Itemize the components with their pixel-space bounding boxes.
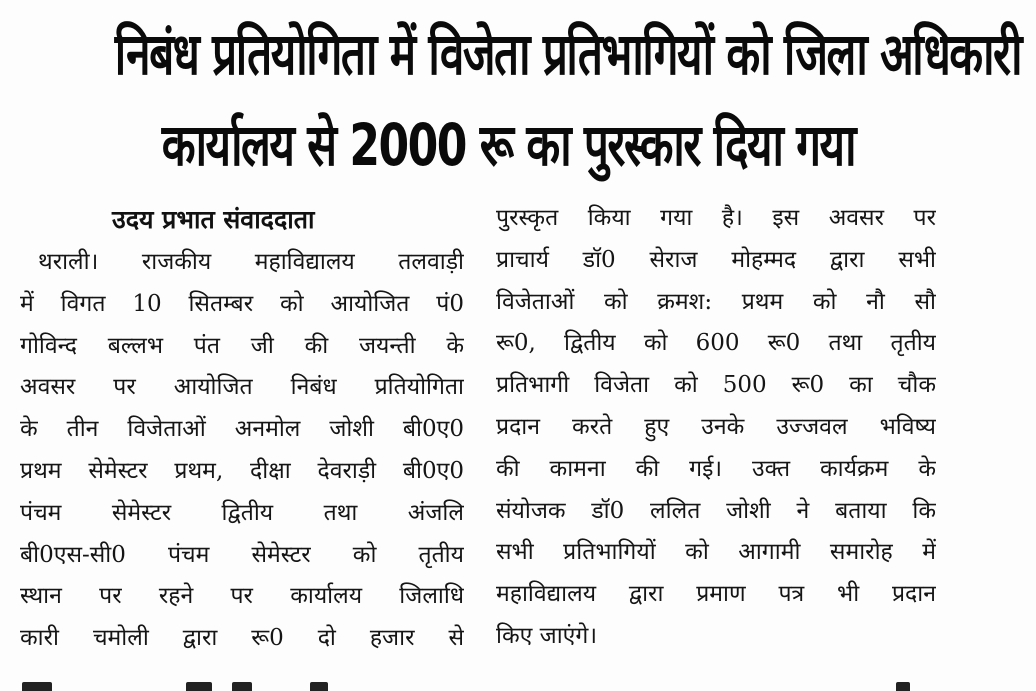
body-line: प्राचार्य डॉ0 सेराज मोहम्मद द्वारा सभी xyxy=(496,246,936,273)
body-line: कारी चमोली द्वारा रू0 दो हजार से xyxy=(20,625,464,652)
body-line: विजेताओं को क्रमश: प्रथम को नौ सौ xyxy=(496,288,936,315)
body-line: पंचम सेमेस्टर द्वितीय तथा अंजलि xyxy=(20,499,464,526)
body-line: किए जाएंगे। xyxy=(496,622,598,649)
body-line: अवसर पर आयोजित निबंध प्रतियोगिता xyxy=(20,374,464,401)
body-line: प्रदान करते हुए उनके उज्जवल भविष्य xyxy=(496,413,936,440)
article-column-right xyxy=(496,198,936,658)
body-line: महाविद्यालय द्वारा प्रमाण पत्र भी प्रदान xyxy=(496,581,936,608)
body-line: सभी प्रतिभागियों को आगामी समारोह में xyxy=(496,539,936,566)
body-line: स्थान पर रहने पर कार्यालय जिलाधि xyxy=(20,583,464,610)
body-line: पुरस्कृत किया गया है। इस अवसर पर xyxy=(496,205,936,231)
body-line: प्रतिभागी विजेता को 500 रू0 का चौक xyxy=(496,372,936,399)
byline: उदय प्रभात संवाददाता xyxy=(112,205,315,234)
body-line: थराली। राजकीय महाविद्यालय तलवाड़ी xyxy=(38,249,464,275)
body-line: की कामना की गई। उक्त कार्यक्रम के xyxy=(496,455,936,482)
cropped-next-line-fragments xyxy=(0,680,1036,691)
body-line: में विगत 10 सितम्बर को आयोजित पं0 xyxy=(20,290,464,317)
body-line: के तीन विजेताओं अनमोल जोशी बी0ए0 xyxy=(20,416,464,443)
body-line: गोविन्द बल्लभ पंत जी की जयन्ती के xyxy=(20,332,464,359)
headline-line-2: कार्यालय से 2000 रू का पुरस्कार दिया गया xyxy=(161,111,856,179)
body-line: बी0एस-सी0 पंचम सेमेस्टर को तृतीय xyxy=(20,541,464,568)
article-column-left xyxy=(20,198,464,660)
body-line: रू0, द्वितीय को 600 रू0 तथा तृतीय xyxy=(496,330,936,357)
headline-line-1: निबंध प्रतियोगिता में विजेता प्रतिभागियों को जिला अधिकारी xyxy=(114,20,1021,88)
body-line: प्रथम सेमेस्टर प्रथम, दीक्षा देवराड़ी बी0ए0 xyxy=(20,457,464,484)
body-line: संयोजक डॉ0 ललित जोशी ने बताया कि xyxy=(496,497,936,524)
